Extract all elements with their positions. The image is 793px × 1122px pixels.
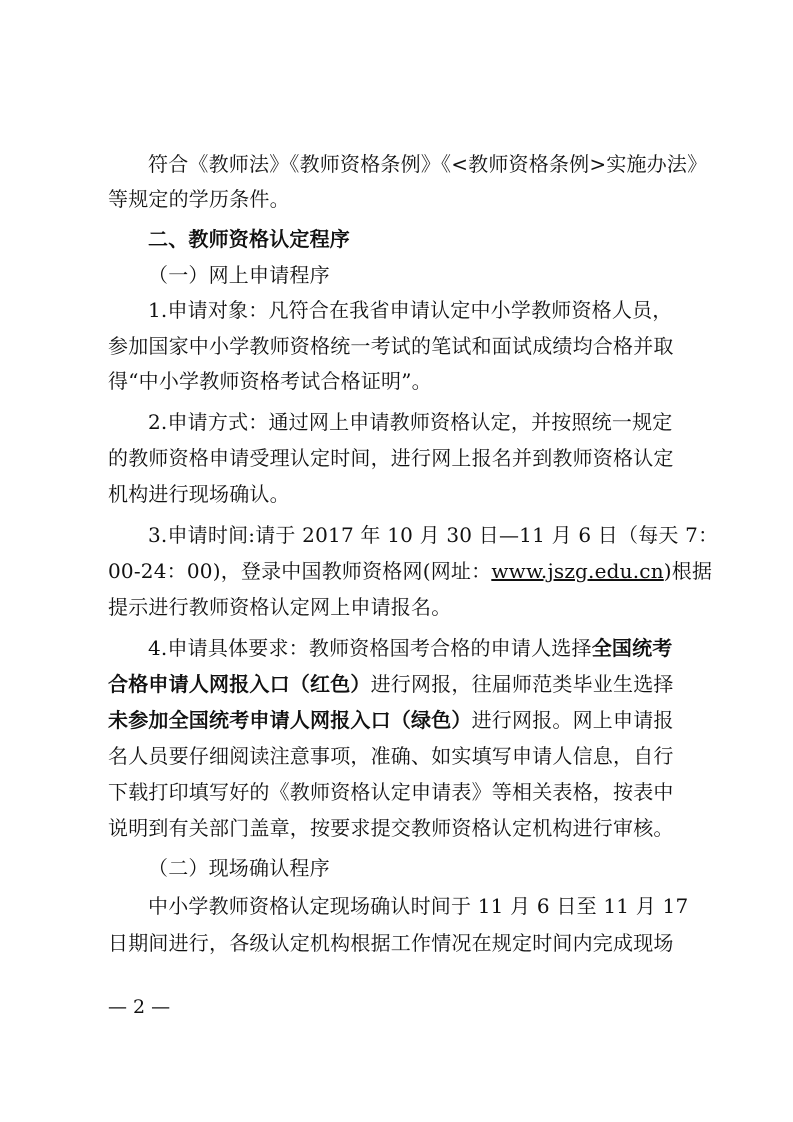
text-segment: 说明到有关部门盖章，按要求提交教师资格认定机构进行审核。 [108, 816, 674, 840]
text-segment: 下载打印填写好的《教师资格认定申请表》等相关表格，按表中 [108, 780, 674, 804]
text-segment: 进行网报，往届师范类毕业生选择 [370, 672, 674, 696]
subsection-heading [148, 258, 700, 292]
emphasis-text: 合格申请人网报入口（红色） [108, 672, 371, 696]
paragraph-line [108, 739, 700, 773]
website-link[interactable]: www.jszg.edu.cn [491, 559, 664, 583]
text-segment: 参加国家中小学教师资格统一考试的笔试和面试成绩均合格并取 [108, 334, 674, 358]
text-segment: 中小学教师资格认定现场确认时间于 11 月 6 日至 11 月 17 [148, 894, 689, 918]
paragraph-line [108, 477, 700, 511]
text-segment: 2.申请方式：通过网上申请教师资格认定，并按照统一规定 [148, 410, 673, 434]
text-segment: 提示进行教师资格认定网上申请报名。 [108, 595, 452, 619]
paragraph-line [108, 182, 700, 216]
paragraph-line [108, 590, 700, 624]
paragraph-line [108, 811, 700, 845]
text-segment: 进行网报。网上申请报 [471, 708, 674, 732]
text-segment: )根据 [663, 559, 713, 583]
paragraph-line [108, 775, 700, 809]
text-segment: 符合《教师法》《教师资格条例》《<教师资格条例>实施办法》 [148, 152, 708, 176]
paragraph-line [148, 147, 708, 181]
heading-text: （二）现场确认程序 [148, 856, 330, 880]
text-segment: 日期间进行，各级认定机构根据工作情况在规定时间内完成现场 [108, 931, 674, 955]
text-segment: 得“中小学教师资格考试合格证明”。 [108, 369, 432, 393]
section-heading [148, 222, 700, 256]
paragraph-line [148, 631, 700, 665]
paragraph-line [108, 703, 700, 737]
heading-text: （一）网上申请程序 [148, 263, 330, 287]
page-number: — 2 — [108, 996, 171, 1018]
text-segment: 00-24：00)，登录中国教师资格网(网址： [108, 559, 492, 583]
text-segment: 4.申请具体要求：教师资格国考合格的申请人选择 [148, 636, 592, 660]
paragraph-line [148, 889, 700, 923]
text-segment: 1.申请对象：凡符合在我省申请认定中小学教师资格人员， [148, 298, 673, 322]
paragraph-line [148, 405, 700, 439]
paragraph-line [108, 329, 700, 363]
text-segment: 等规定的学历条件。 [108, 187, 290, 211]
text-segment: 的教师资格申请受理认定时间，进行网上报名并到教师资格认定 [108, 446, 674, 470]
paragraph-line [148, 518, 719, 552]
paragraph-line [108, 364, 700, 398]
paragraph-line [148, 293, 700, 327]
subsection-heading [148, 851, 700, 885]
paragraph-line [108, 554, 713, 588]
paragraph-line [108, 667, 700, 701]
emphasis-text: 未参加全国统考申请人网报入口（绿色） [108, 708, 472, 732]
text-segment: 机构进行现场确认。 [108, 482, 290, 506]
paragraph-line [108, 441, 700, 475]
text-segment: 名人员要仔细阅读注意事项，准确、如实填写申请人信息，自行 [108, 744, 674, 768]
text-segment: 3.申请时间:请于 2017 年 10 月 30 日—11 月 6 日（每天 7： [148, 523, 719, 547]
emphasis-text: 全国统考 [591, 636, 673, 660]
heading-text: 二、教师资格认定程序 [148, 227, 350, 251]
paragraph-line [108, 926, 700, 960]
